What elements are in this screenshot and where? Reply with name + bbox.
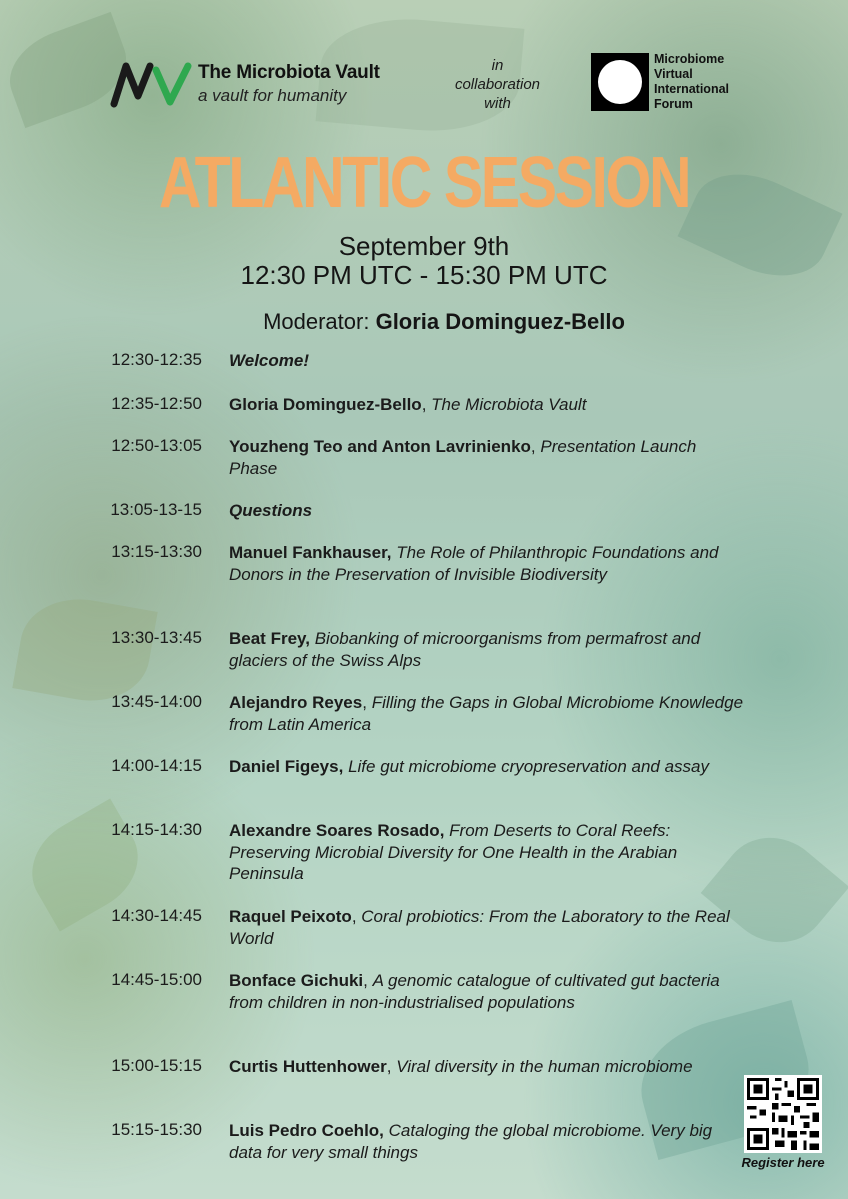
agenda-time: 15:15-15:30 <box>111 1120 202 1139</box>
partner-line: Forum <box>654 97 693 111</box>
agenda-title: Cataloging the global microbiome. Very big data for very small things <box>229 1121 713 1162</box>
agenda-content <box>229 350 749 372</box>
agenda-speaker: Curtis Huttenhower <box>229 1057 387 1076</box>
header <box>0 52 848 122</box>
partner-line: International <box>654 82 730 96</box>
agenda-speaker: Alexandre Soares Rosado, <box>229 821 445 840</box>
mvif-logo <box>591 53 649 111</box>
org-tagline: a vault for humanity <box>198 86 347 105</box>
microbiota-vault-logo <box>110 60 192 108</box>
agenda-content: Raquel Peixoto, Coral probiotics: From the Laboratory to the Real World <box>229 907 730 948</box>
agenda-time: 14:30-14:45 <box>111 906 202 925</box>
agenda-time: 13:05-13-15 <box>110 500 202 519</box>
agenda-content <box>229 628 749 671</box>
agenda-speaker: Daniel Figeys, <box>229 757 344 776</box>
agenda-time: 14:00-14:15 <box>111 756 202 775</box>
moderator-line <box>0 309 848 335</box>
org-title: The Microbiota Vault <box>198 62 380 83</box>
agenda-time: 14:15-14:30 <box>111 820 202 839</box>
agenda-speaker: Gloria Dominguez-Bello <box>229 395 422 414</box>
moderator-name: Gloria Dominguez-Bello <box>375 309 625 334</box>
collab-line: with <box>484 95 511 112</box>
agenda-time: 12:50-13:05 <box>111 436 202 455</box>
partner-line: Virtual <box>654 67 693 81</box>
collaboration-text <box>440 56 555 113</box>
agenda-time: 12:30-12:35 <box>111 350 202 369</box>
agenda-title: Filling the Gaps in Global Microbiome Knowledge from Latin America <box>229 693 744 734</box>
agenda-content <box>229 542 749 585</box>
agenda-title: Viral diversity in the human microbiome <box>396 1057 693 1076</box>
agenda-content: Bonface Gichuki, A genomic catalogue of cultivated gut bacteria from children in non-industrialised populations <box>229 971 720 1012</box>
partner-line: Microbiome <box>654 52 725 66</box>
agenda-time: 13:15-13:30 <box>111 542 202 561</box>
agenda-content: Alejandro Reyes, Filling the Gaps in Global Microbiome Knowledge from Latin America <box>229 693 744 734</box>
agenda-speaker: Raquel Peixoto <box>229 907 352 926</box>
agenda-speaker: Alejandro Reyes <box>229 693 363 712</box>
agenda-title: The Role of Philanthropic Foundations and Donors in the Preservation of Invisible Biodiversity <box>229 543 719 584</box>
agenda-time: 13:30-13:45 <box>111 628 202 647</box>
agenda-title: The Microbiota Vault <box>431 395 587 414</box>
agenda-speaker: Manuel Fankhauser, <box>229 543 392 562</box>
agenda-content <box>229 1120 739 1163</box>
agenda-content: Youzheng Teo and Anton Lavrinienko, Presentation Launch Phase <box>229 437 697 478</box>
agenda-content: Gloria Dominguez-Bello, The Microbiota Vault <box>229 395 587 414</box>
agenda-time: 14:45-15:00 <box>111 970 202 989</box>
agenda-speaker: Bonface Gichuki <box>229 971 364 990</box>
agenda-speaker: Beat Frey, <box>229 629 310 648</box>
agenda-title: Biobanking of microorganisms from permafrost and glaciers of the Swiss Alps <box>229 629 701 670</box>
agenda-content: Curtis Huttenhower, Viral diversity in the human microbiome <box>229 1057 693 1076</box>
agenda-speaker: Luis Pedro Coehlo, <box>229 1121 384 1140</box>
agenda-content <box>229 500 749 522</box>
agenda-time: 15:00-15:15 <box>111 1056 202 1075</box>
agenda-title: A genomic catalogue of cultivated gut bacteria from children in non-industrialised populations <box>229 971 720 1012</box>
agenda-title: Presentation Launch Phase <box>229 437 697 478</box>
page-title: ATLANTIC SESSION <box>158 143 690 223</box>
collab-line: in <box>491 57 504 74</box>
agenda-content <box>229 820 749 885</box>
agenda-title: From Deserts to Coral Reefs: Preserving Microbial Diversity for One Health in the Arabian Peninsula <box>229 821 678 883</box>
event-date: September 9th <box>338 231 510 261</box>
agenda-title: Welcome! <box>229 351 309 370</box>
agenda-speaker: Youzheng Teo and Anton Lavrinienko <box>229 437 531 456</box>
mvif-logo-circle <box>598 60 642 104</box>
register-label[interactable]: Register here <box>741 1155 825 1170</box>
moderator-label: Moderator: <box>263 309 370 334</box>
agenda-title: Life gut microbiome cryopreservation and assay <box>348 757 710 776</box>
agenda-title: Questions <box>229 501 313 520</box>
qr-code-icon[interactable] <box>744 1075 822 1153</box>
agenda-content <box>229 756 749 778</box>
collab-line: collaboration <box>454 76 541 93</box>
agenda-time: 12:35-12:50 <box>111 394 202 413</box>
event-time-range: 12:30 PM UTC - 15:30 PM UTC <box>240 260 608 290</box>
agenda-time: 13:45-14:00 <box>111 692 202 711</box>
partner-name <box>654 52 764 112</box>
agenda-title: Coral probiotics: From the Laboratory to the Real World <box>229 907 730 948</box>
